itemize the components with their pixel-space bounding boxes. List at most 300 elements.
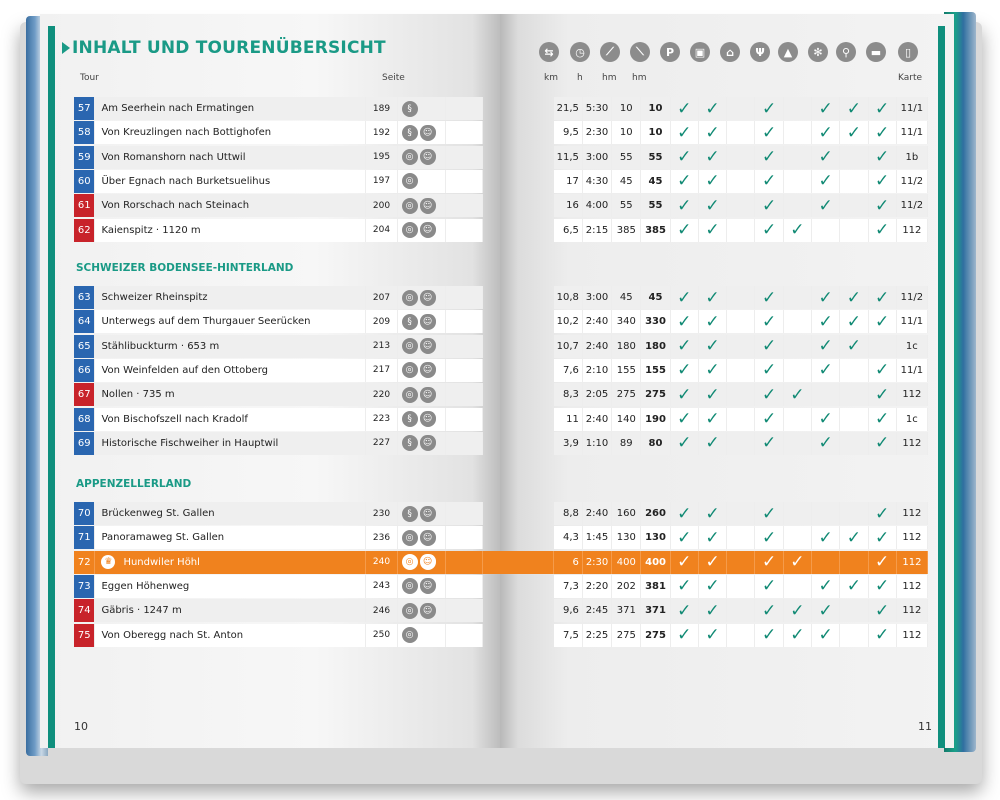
row-spacer: [446, 551, 483, 574]
tour-hours: 2:40: [583, 408, 612, 431]
loop-icon: ◎: [402, 173, 418, 189]
check-mark: ✓: [784, 599, 812, 622]
tour-name-text: Von Bischofszell nach Kradolf: [101, 413, 248, 425]
tour-name-text: Stählibuckturm · 653 m: [101, 340, 220, 352]
tour-badges: [398, 146, 447, 169]
family-icon: ☺: [420, 222, 436, 238]
tour-descent: 80: [641, 432, 670, 455]
tour-km: 3,9: [554, 432, 583, 455]
tour-name: [95, 359, 366, 382]
check-mark: ✓: [812, 194, 840, 217]
tour-descent: 371: [641, 599, 670, 622]
tour-badges: [398, 526, 447, 549]
check-mark: ✓: [755, 599, 783, 622]
table-row[interactable]: [74, 335, 928, 358]
check-mark: ✓: [869, 219, 897, 242]
check-mark: ✓: [784, 624, 812, 647]
check-mark: ✓: [699, 432, 727, 455]
table-row[interactable]: [74, 432, 928, 455]
row-gutter: [483, 624, 553, 647]
check-mark: [784, 97, 812, 120]
tour-name-text: Unterwegs auf dem Thurgauer Seerücken: [101, 316, 311, 328]
family-icon: ☺: [420, 603, 436, 619]
check-mark: ✓: [755, 432, 783, 455]
check-mark: ✓: [869, 310, 897, 333]
table-row[interactable]: [74, 526, 928, 549]
tour-badges: [398, 575, 447, 598]
tour-hours: 2:10: [583, 359, 612, 382]
check-mark: [727, 335, 755, 358]
check-mark: [727, 526, 755, 549]
tour-km: 17: [554, 170, 583, 193]
loop-icon: ◎: [402, 149, 418, 165]
tour-number: 70: [74, 502, 95, 525]
tour-ascent: 275: [612, 383, 641, 406]
table-row[interactable]: [74, 310, 928, 333]
check-mark: ✓: [869, 526, 897, 549]
check-mark: ✓: [699, 359, 727, 382]
tour-badges: [398, 599, 447, 622]
tour-badges: [398, 502, 447, 525]
check-mark: ✓: [784, 551, 812, 574]
row-spacer: [446, 502, 483, 525]
row-spacer: [446, 408, 483, 431]
check-mark: ✓: [671, 170, 699, 193]
tour-ascent: 10: [612, 121, 641, 144]
row-gutter: [483, 502, 553, 525]
teal-bar-right: [938, 26, 945, 748]
tour-name: [95, 624, 366, 647]
difficulty-icon: §: [402, 506, 418, 522]
check-mark: ✓: [869, 121, 897, 144]
table-row[interactable]: [74, 551, 928, 574]
ascent-icon: ⟋: [600, 42, 620, 62]
tour-number: 67: [74, 383, 95, 406]
check-mark: ✓: [699, 383, 727, 406]
tour-name-text: Über Egnach nach Burketsuelihus: [101, 175, 271, 187]
check-mark: [840, 624, 868, 647]
difficulty-icon: §: [402, 101, 418, 117]
tour-hours: 3:00: [583, 146, 612, 169]
check-mark: ✓: [869, 432, 897, 455]
tour-badges: [398, 286, 447, 309]
table-row[interactable]: [74, 121, 928, 144]
row-gutter: [483, 526, 553, 549]
tour-km: 7,6: [554, 359, 583, 382]
tour-number: 65: [74, 335, 95, 358]
clock-icon: ◷: [570, 42, 590, 62]
tour-page: 246: [366, 599, 397, 622]
check-mark: ✓: [869, 170, 897, 193]
tour-number: 57: [74, 97, 95, 120]
check-mark: [812, 551, 840, 574]
tour-map: 112: [897, 624, 928, 647]
check-mark: [840, 219, 868, 242]
bus-icon: ▣: [690, 42, 710, 62]
section-title: SCHWEIZER BODENSEE-HINTERLAND: [76, 262, 294, 274]
row-gutter: [483, 146, 553, 169]
tour-km: 6: [554, 551, 583, 574]
check-mark: [784, 432, 812, 455]
check-mark: ✓: [699, 575, 727, 598]
tour-page: 204: [366, 219, 397, 242]
row-spacer: [446, 575, 483, 598]
check-mark: ✓: [755, 194, 783, 217]
check-mark: ✓: [755, 97, 783, 120]
row-gutter: [483, 310, 553, 333]
check-mark: [840, 170, 868, 193]
check-mark: ✓: [869, 502, 897, 525]
cable-car-icon: ⌂: [720, 42, 740, 62]
check-mark: ✓: [671, 383, 699, 406]
tour-page: 209: [366, 310, 397, 333]
check-mark: ✓: [671, 599, 699, 622]
table-row[interactable]: [74, 383, 928, 406]
tour-name: [95, 286, 366, 309]
tour-badges: [398, 219, 447, 242]
check-mark: ✓: [671, 575, 699, 598]
tour-badges: [398, 624, 447, 647]
tour-name: [95, 432, 366, 455]
tour-descent: 130: [641, 526, 670, 549]
check-mark: ✓: [671, 146, 699, 169]
tour-ascent: 89: [612, 432, 641, 455]
tour-name: [95, 170, 366, 193]
table-row[interactable]: [74, 219, 928, 242]
check-mark: [840, 383, 868, 406]
tour-hours: 2:30: [583, 121, 612, 144]
table-row[interactable]: [74, 408, 928, 431]
tour-descent: 400: [641, 551, 670, 574]
loop-icon: ◎: [402, 603, 418, 619]
check-mark: ✓: [812, 575, 840, 598]
row-gutter: [483, 359, 553, 382]
tour-ascent: 55: [612, 194, 641, 217]
check-mark: ✓: [812, 359, 840, 382]
check-mark: ✓: [869, 97, 897, 120]
tour-name-text: Eggen Höhenweg: [101, 580, 190, 592]
check-mark: ✓: [671, 624, 699, 647]
map-icon: ▯: [898, 42, 918, 62]
tour-km: 10,7: [554, 335, 583, 358]
check-mark: ✓: [784, 383, 812, 406]
tour-number: 71: [74, 526, 95, 549]
tour-name: [95, 526, 366, 549]
family-icon: ☺: [420, 554, 436, 570]
row-spacer: [446, 146, 483, 169]
tour-number: 61: [74, 194, 95, 217]
title-marker-icon: [62, 42, 70, 54]
row-gutter: [483, 575, 553, 598]
tour-hours: 5:30: [583, 97, 612, 120]
check-mark: ✓: [812, 599, 840, 622]
tour-km: 7,5: [554, 624, 583, 647]
tour-hours: 2:40: [583, 335, 612, 358]
loop-icon: ◎: [402, 578, 418, 594]
tour-name: [95, 121, 366, 144]
check-mark: ✓: [812, 146, 840, 169]
table-row[interactable]: [74, 194, 928, 217]
tour-km: 9,6: [554, 599, 583, 622]
check-mark: ✓: [755, 359, 783, 382]
table-row[interactable]: [74, 624, 928, 647]
check-mark: [784, 194, 812, 217]
check-mark: ✓: [812, 432, 840, 455]
tour-name: [95, 502, 366, 525]
loop-icon: ◎: [402, 362, 418, 378]
tour-number: 60: [74, 170, 95, 193]
tour-badges: [398, 97, 447, 120]
tour-map: 112: [897, 599, 928, 622]
tour-name: [95, 310, 366, 333]
tour-name-text: Schweizer Rheinspitz: [101, 292, 208, 303]
check-mark: ✓: [840, 121, 868, 144]
check-mark: ✓: [671, 335, 699, 358]
tour-descent: 275: [641, 624, 670, 647]
tour-name-text: Am Seerhein nach Ermatingen: [101, 103, 255, 114]
check-mark: [727, 219, 755, 242]
check-mark: [784, 359, 812, 382]
tour-number: 75: [74, 624, 95, 647]
table-row[interactable]: [74, 286, 928, 309]
family-icon: ☺: [420, 338, 436, 354]
tour-hours: 2:15: [583, 219, 612, 242]
tour-map: 112: [897, 219, 928, 242]
tour-km: 6,5: [554, 219, 583, 242]
row-spacer: [446, 310, 483, 333]
section-title: APPENZELLERLAND: [76, 478, 192, 490]
table-row[interactable]: [74, 97, 928, 120]
check-mark: ✓: [869, 359, 897, 382]
tour-hours: 2:45: [583, 599, 612, 622]
check-mark: ✓: [671, 502, 699, 525]
check-mark: ✓: [812, 408, 840, 431]
check-mark: ✓: [812, 286, 840, 309]
tour-badges: [398, 194, 447, 217]
check-mark: [784, 146, 812, 169]
check-mark: ✓: [869, 599, 897, 622]
tour-map: 11/1: [897, 310, 928, 333]
tour-descent: 55: [641, 146, 670, 169]
table-row[interactable]: [74, 170, 928, 193]
tour-map: 112: [897, 502, 928, 525]
check-mark: [840, 551, 868, 574]
check-mark: ✓: [840, 97, 868, 120]
tour-map: 112: [897, 551, 928, 574]
tour-map: 1c: [897, 408, 928, 431]
check-mark: ✓: [755, 575, 783, 598]
tour-number: 72: [74, 551, 95, 574]
check-mark: ✓: [699, 551, 727, 574]
row-spacer: [446, 219, 483, 242]
loop-icon: ◎: [402, 222, 418, 238]
tour-number: 64: [74, 310, 95, 333]
family-icon: ☺: [420, 149, 436, 165]
tour-name: [95, 194, 366, 217]
check-mark: ✓: [755, 502, 783, 525]
tour-map: 1b: [897, 146, 928, 169]
tour-name-text: Von Romanshorn nach Uttwil: [101, 151, 246, 163]
check-mark: ✓: [812, 310, 840, 333]
check-mark: ✓: [671, 432, 699, 455]
check-mark: ✓: [671, 310, 699, 333]
tour-descent: 330: [641, 310, 670, 333]
check-mark: ✓: [869, 146, 897, 169]
check-mark: ✓: [671, 551, 699, 574]
table-row[interactable]: [74, 599, 928, 622]
table-row[interactable]: [74, 146, 928, 169]
check-mark: [840, 146, 868, 169]
tour-name-text: Von Weinfelden auf den Ottoberg: [101, 364, 268, 376]
check-mark: ✓: [840, 286, 868, 309]
table-row[interactable]: [74, 359, 928, 382]
tour-name-text: Von Oberegg nach St. Anton: [101, 629, 244, 641]
check-mark: ✓: [869, 551, 897, 574]
table-row[interactable]: [74, 575, 928, 598]
check-mark: ✓: [755, 551, 783, 574]
check-mark: ✓: [699, 121, 727, 144]
check-mark: [784, 575, 812, 598]
tour-map: 11/1: [897, 97, 928, 120]
check-mark: [727, 551, 755, 574]
check-mark: ✓: [755, 408, 783, 431]
tour-badges: [398, 170, 447, 193]
check-mark: ✓: [812, 624, 840, 647]
tour-descent: 10: [641, 97, 670, 120]
check-mark: ✓: [869, 624, 897, 647]
tour-name: [95, 383, 366, 406]
tour-hours: 2:40: [583, 502, 612, 525]
check-mark: ✓: [812, 121, 840, 144]
tour-page: 230: [366, 502, 397, 525]
winter-icon: ✻: [808, 42, 828, 62]
tour-hours: 2:25: [583, 624, 612, 647]
tour-page: 243: [366, 575, 397, 598]
family-icon: ☺: [420, 435, 436, 451]
tour-km: 8,3: [554, 383, 583, 406]
tour-name-text: Panoramaweg St. Gallen: [101, 532, 225, 544]
tour-badges: [398, 359, 447, 382]
check-mark: [784, 286, 812, 309]
loop-icon: ◎: [402, 338, 418, 354]
row-spacer: [446, 432, 483, 455]
check-mark: ✓: [755, 624, 783, 647]
tour-page: 220: [366, 383, 397, 406]
difficulty-icon: §: [402, 125, 418, 141]
check-mark: [784, 170, 812, 193]
tour-name: [95, 219, 366, 242]
header-km: km: [544, 73, 558, 83]
teal-bar-left: [48, 26, 55, 748]
check-mark: [784, 335, 812, 358]
tour-name: [95, 146, 366, 169]
tour-map: 112: [897, 432, 928, 455]
row-gutter: [483, 121, 553, 144]
loop-icon: ◎: [402, 627, 418, 643]
tour-badges: [398, 432, 447, 455]
tour-ascent: 55: [612, 146, 641, 169]
table-row[interactable]: [74, 502, 928, 525]
check-mark: ✓: [699, 335, 727, 358]
tour-map: 11/2: [897, 170, 928, 193]
tour-hours: 2:05: [583, 383, 612, 406]
tour-descent: 55: [641, 194, 670, 217]
check-mark: [812, 502, 840, 525]
check-mark: [840, 599, 868, 622]
tour-page: 213: [366, 335, 397, 358]
check-mark: ✓: [812, 170, 840, 193]
check-mark: [727, 121, 755, 144]
check-mark: [840, 359, 868, 382]
tour-ascent: 385: [612, 219, 641, 242]
tour-name-text: Kaienspitz · 1120 m: [101, 224, 201, 236]
check-mark: [840, 194, 868, 217]
tour-number: 59: [74, 146, 95, 169]
loop-icon: ◎: [402, 387, 418, 403]
tour-number: 69: [74, 432, 95, 455]
check-mark: [727, 502, 755, 525]
page-number-left: 10: [74, 720, 88, 733]
tour-name-text: Von Kreuzlingen nach Bottighofen: [101, 127, 272, 139]
tour-name: [95, 599, 366, 622]
header-hm-down: hm: [632, 73, 647, 83]
tour-name: [95, 335, 366, 358]
parking-icon: P: [660, 42, 680, 62]
tour-name-text: Brückenweg St. Gallen: [101, 508, 215, 519]
difficulty-icon: §: [402, 435, 418, 451]
tour-descent: 381: [641, 575, 670, 598]
tour-badges: [398, 335, 447, 358]
tour-descent: 275: [641, 383, 670, 406]
row-gutter: [483, 97, 553, 120]
tour-ascent: 180: [612, 335, 641, 358]
tour-page: 227: [366, 432, 397, 455]
row-spacer: [446, 335, 483, 358]
tour-name-text: Gäbris · 1247 m: [101, 605, 182, 617]
check-mark: [784, 310, 812, 333]
check-mark: ✓: [755, 310, 783, 333]
check-mark: ✓: [755, 121, 783, 144]
family-icon: ☺: [420, 290, 436, 306]
tour-km: 7,3: [554, 575, 583, 598]
tour-badges: [398, 310, 447, 333]
check-mark: [727, 286, 755, 309]
check-mark: ✓: [671, 526, 699, 549]
check-mark: ✓: [869, 575, 897, 598]
family-icon: ☺: [420, 530, 436, 546]
tour-km: 21,5: [554, 97, 583, 120]
check-mark: ✓: [699, 97, 727, 120]
family-icon: ☺: [420, 411, 436, 427]
check-mark: ✓: [812, 97, 840, 120]
bike-icon: ⚲: [836, 42, 856, 62]
tour-map: 112: [897, 383, 928, 406]
header-h: h: [577, 73, 583, 83]
check-mark: [840, 432, 868, 455]
check-mark: [727, 97, 755, 120]
check-mark: ✓: [699, 194, 727, 217]
tour-ascent: 160: [612, 502, 641, 525]
check-mark: ✓: [784, 219, 812, 242]
check-mark: ✓: [699, 310, 727, 333]
bed-icon: ▬: [866, 42, 886, 62]
check-mark: [727, 170, 755, 193]
tour-descent: 385: [641, 219, 670, 242]
row-spacer: [446, 286, 483, 309]
check-mark: ✓: [671, 97, 699, 120]
check-mark: ✓: [671, 408, 699, 431]
tour-hours: 4:00: [583, 194, 612, 217]
